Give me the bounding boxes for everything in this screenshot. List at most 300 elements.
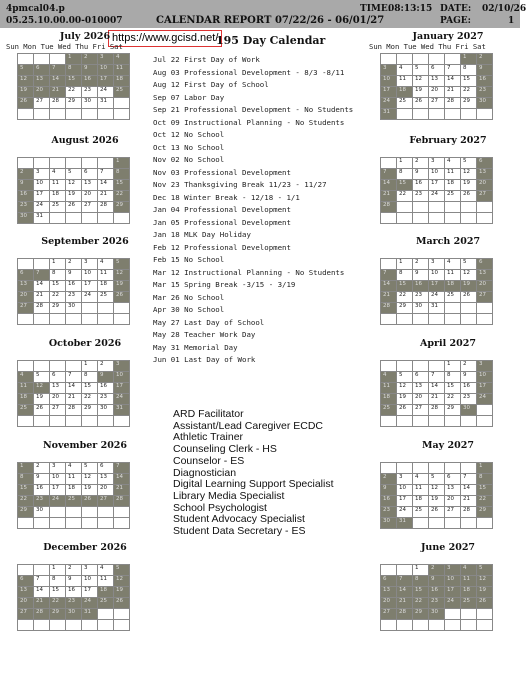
day-cell: 24: [50, 496, 66, 507]
empty-cell: [381, 565, 397, 576]
day-cell: 17: [477, 383, 493, 394]
day-cell: 7: [397, 576, 413, 587]
empty-cell: [66, 416, 82, 427]
day-cell: 16: [98, 383, 114, 394]
day-cell: 28: [34, 303, 50, 314]
empty-cell: [429, 314, 445, 325]
day-cell: 16: [381, 496, 397, 507]
day-cell: 31: [429, 303, 445, 314]
report-title: CALENDAR REPORT 07/22/26 - 06/01/27: [156, 15, 385, 26]
day-cell: 16: [34, 485, 50, 496]
day-cell: 23: [413, 292, 429, 303]
role-item: Counseling Clerk - HS: [173, 443, 277, 456]
day-cell: 30: [461, 405, 477, 416]
empty-cell: [34, 361, 50, 372]
day-cell: 28: [397, 609, 413, 620]
day-cell: 25: [98, 292, 114, 303]
day-cell: 2: [413, 158, 429, 169]
day-cell: 23: [18, 202, 34, 213]
empty-cell: [413, 416, 429, 427]
event-item: Feb 15 No School: [153, 255, 225, 264]
empty-cell: [114, 518, 130, 529]
day-cell: 15: [397, 180, 413, 191]
day-cell: 5: [413, 65, 429, 76]
empty-cell: [114, 303, 130, 314]
empty-cell: [397, 620, 413, 631]
month-grid: [17, 258, 130, 325]
empty-cell: [18, 416, 34, 427]
date-value: 02/10/26: [482, 4, 526, 14]
empty-cell: [82, 518, 98, 529]
day-cell: 16: [429, 587, 445, 598]
calendar-title: 195 Day Calendar: [216, 34, 326, 47]
empty-cell: [98, 609, 114, 620]
day-cell: 27: [413, 405, 429, 416]
day-cell: 5: [82, 463, 98, 474]
day-cell: 19: [114, 281, 130, 292]
day-cell: 11: [114, 65, 130, 76]
event-item: Mar 12 Instructional Planning - No Students: [153, 267, 345, 277]
day-cell: 21: [397, 598, 413, 609]
day-cell: 9: [98, 372, 114, 383]
day-cell: 14: [98, 180, 114, 191]
event-item: Aug 03 Professional Development - 8/3 -8/11: [153, 67, 345, 77]
empty-cell: [461, 202, 477, 213]
day-cell: 29: [397, 303, 413, 314]
day-cell: 12: [34, 383, 50, 394]
day-cell: 19: [429, 496, 445, 507]
day-cell: 28: [461, 507, 477, 518]
day-cell: 15: [50, 587, 66, 598]
day-cell: 1: [477, 463, 493, 474]
day-cell: 4: [461, 565, 477, 576]
event-item: May 27 Last Day of School: [153, 317, 265, 327]
day-cell: 3: [429, 158, 445, 169]
empty-cell: [429, 54, 445, 65]
day-cell: 25: [445, 292, 461, 303]
day-cell: 14: [34, 587, 50, 598]
day-cell: 6: [413, 372, 429, 383]
day-cell: 18: [397, 87, 413, 98]
event-item: May 28 Teacher Work Day: [153, 330, 256, 339]
day-cell: 7: [381, 270, 397, 281]
empty-cell: [445, 463, 461, 474]
empty-cell: [66, 620, 82, 631]
day-cell: 12: [114, 270, 130, 281]
day-cell: 25: [381, 405, 397, 416]
empty-cell: [66, 361, 82, 372]
empty-cell: [114, 609, 130, 620]
day-cell: 27: [82, 202, 98, 213]
empty-cell: [98, 158, 114, 169]
day-cell: 5: [114, 259, 130, 270]
empty-cell: [98, 416, 114, 427]
day-cell: 4: [413, 474, 429, 485]
month-title: August 2026: [51, 135, 119, 146]
empty-cell: [461, 620, 477, 631]
day-cell: 19: [82, 485, 98, 496]
day-cell: 29: [18, 507, 34, 518]
day-cell: 18: [381, 394, 397, 405]
empty-cell: [114, 620, 130, 631]
day-cell: 8: [413, 576, 429, 587]
empty-cell: [429, 518, 445, 529]
day-cell: 17: [114, 383, 130, 394]
day-cell: 30: [34, 507, 50, 518]
day-cell: 17: [381, 87, 397, 98]
day-cell: 26: [413, 98, 429, 109]
day-cell: 20: [18, 292, 34, 303]
day-cell: 22: [397, 292, 413, 303]
day-cell: 22: [66, 87, 82, 98]
month-title: July 2026: [59, 31, 111, 42]
day-cell: 1: [461, 54, 477, 65]
month-grid: [380, 360, 493, 427]
day-cell: 3: [445, 565, 461, 576]
day-cell: 12: [429, 485, 445, 496]
month-grid: [380, 157, 493, 224]
empty-cell: [50, 507, 66, 518]
day-cell: 17: [34, 191, 50, 202]
empty-cell: [82, 303, 98, 314]
day-cell: 19: [18, 87, 34, 98]
day-cell: 5: [397, 372, 413, 383]
day-cell: 10: [82, 576, 98, 587]
day-cell: 3: [82, 565, 98, 576]
time-value: 08:13:15: [388, 4, 433, 14]
day-cell: 23: [66, 598, 82, 609]
day-cell: 7: [381, 169, 397, 180]
day-cell: 13: [429, 76, 445, 87]
day-cell: 11: [50, 180, 66, 191]
day-cell: 6: [82, 169, 98, 180]
month-title: June 2027: [420, 542, 476, 553]
month-grid: [17, 360, 130, 427]
empty-cell: [413, 518, 429, 529]
day-cell: 14: [50, 76, 66, 87]
day-cell: 7: [34, 576, 50, 587]
day-cell: 21: [66, 394, 82, 405]
empty-cell: [98, 518, 114, 529]
empty-cell: [66, 109, 82, 120]
day-cell: 18: [98, 587, 114, 598]
empty-cell: [445, 518, 461, 529]
day-cell: 27: [477, 292, 493, 303]
day-cell: 3: [82, 259, 98, 270]
month-title: January 2027: [412, 31, 484, 42]
day-cell: 1: [50, 565, 66, 576]
day-cell: 18: [18, 394, 34, 405]
event-item: Mar 26 No School: [153, 292, 225, 302]
day-cell: 25: [397, 98, 413, 109]
day-cell: 21: [98, 191, 114, 202]
report-code: 05.25.10.00.00-010007: [6, 16, 123, 26]
day-cell: 31: [397, 518, 413, 529]
empty-cell: [50, 361, 66, 372]
empty-cell: [381, 54, 397, 65]
day-cell: 4: [381, 372, 397, 383]
day-cell: 24: [114, 394, 130, 405]
role-item: Student Data Secretary - ES: [173, 525, 306, 538]
day-cell: 8: [461, 65, 477, 76]
day-cell: 2: [18, 169, 34, 180]
day-cell: 10: [445, 576, 461, 587]
day-cell: 26: [66, 202, 82, 213]
empty-cell: [114, 109, 130, 120]
empty-cell: [445, 416, 461, 427]
day-cell: 1: [114, 158, 130, 169]
day-cell: 31: [34, 213, 50, 224]
day-cell: 22: [461, 87, 477, 98]
day-cell: 26: [477, 598, 493, 609]
month-grid: [380, 462, 493, 529]
role-item: Diagnostician: [173, 466, 237, 479]
empty-cell: [34, 620, 50, 631]
day-cell: 22: [50, 598, 66, 609]
district-url[interactable]: https://www.gcisd.net/: [108, 30, 222, 47]
day-cell: 5: [461, 158, 477, 169]
day-cell: 14: [397, 587, 413, 598]
day-cell: 7: [461, 474, 477, 485]
day-cell: 18: [66, 485, 82, 496]
day-cell: 27: [50, 405, 66, 416]
day-cell: 10: [34, 180, 50, 191]
day-cell: 29: [445, 405, 461, 416]
empty-cell: [381, 158, 397, 169]
empty-cell: [429, 213, 445, 224]
day-cell: 12: [461, 270, 477, 281]
day-cell: 1: [413, 565, 429, 576]
day-cell: 9: [413, 270, 429, 281]
weekday-header: Sun Mon Tue Wed Thu Fri Sat: [369, 42, 486, 51]
day-cell: 6: [445, 474, 461, 485]
empty-cell: [98, 314, 114, 325]
empty-cell: [397, 416, 413, 427]
day-cell: 13: [381, 587, 397, 598]
empty-cell: [413, 361, 429, 372]
empty-cell: [477, 620, 493, 631]
day-cell: 7: [50, 65, 66, 76]
day-cell: 26: [397, 405, 413, 416]
empty-cell: [445, 303, 461, 314]
empty-cell: [18, 361, 34, 372]
day-cell: 22: [82, 394, 98, 405]
day-cell: 18: [50, 191, 66, 202]
day-cell: 5: [461, 259, 477, 270]
day-cell: 15: [397, 281, 413, 292]
empty-cell: [381, 213, 397, 224]
day-cell: 21: [34, 292, 50, 303]
time-label: TIME:: [360, 4, 392, 14]
event-item: Jan 04 Professional Development: [153, 205, 291, 214]
event-item: Apr 30 No School: [153, 305, 225, 314]
day-cell: 23: [82, 87, 98, 98]
empty-cell: [477, 416, 493, 427]
empty-cell: [477, 518, 493, 529]
page-number: 1: [508, 16, 515, 26]
empty-cell: [461, 416, 477, 427]
day-cell: 14: [429, 383, 445, 394]
day-cell: 12: [461, 169, 477, 180]
day-cell: 27: [18, 303, 34, 314]
empty-cell: [98, 620, 114, 631]
day-cell: 25: [50, 202, 66, 213]
day-cell: 27: [34, 98, 50, 109]
day-cell: 14: [461, 485, 477, 496]
empty-cell: [98, 507, 114, 518]
empty-cell: [445, 54, 461, 65]
empty-cell: [461, 213, 477, 224]
day-cell: 20: [98, 485, 114, 496]
event-item: Oct 12 No School: [153, 130, 225, 139]
empty-cell: [413, 314, 429, 325]
day-cell: 27: [18, 609, 34, 620]
day-cell: 29: [461, 98, 477, 109]
day-cell: 22: [397, 191, 413, 202]
day-cell: 2: [66, 259, 82, 270]
day-cell: 4: [397, 65, 413, 76]
day-cell: 3: [50, 463, 66, 474]
day-cell: 16: [477, 76, 493, 87]
month-title: December 2026: [43, 542, 127, 553]
day-cell: 23: [381, 507, 397, 518]
day-cell: 7: [34, 270, 50, 281]
day-cell: 24: [429, 191, 445, 202]
day-cell: 1: [66, 54, 82, 65]
empty-cell: [34, 259, 50, 270]
day-cell: 30: [477, 98, 493, 109]
empty-cell: [50, 518, 66, 529]
event-item: Sep 21 Professional Development - No Students: [153, 105, 354, 114]
day-cell: 3: [34, 169, 50, 180]
empty-cell: [82, 109, 98, 120]
day-cell: 22: [477, 496, 493, 507]
day-cell: 11: [461, 576, 477, 587]
day-cell: 20: [381, 598, 397, 609]
day-cell: 17: [429, 281, 445, 292]
day-cell: 14: [445, 76, 461, 87]
day-cell: 16: [413, 180, 429, 191]
day-cell: 20: [429, 87, 445, 98]
day-cell: 22: [50, 292, 66, 303]
event-item: Jun 01 Last Day of Work: [153, 355, 256, 364]
month-grid: [380, 258, 493, 325]
day-cell: 31: [114, 405, 130, 416]
day-cell: 14: [381, 281, 397, 292]
day-cell: 14: [114, 474, 130, 485]
day-cell: 11: [98, 576, 114, 587]
day-cell: 30: [18, 213, 34, 224]
day-cell: 2: [477, 54, 493, 65]
day-cell: 6: [477, 259, 493, 270]
day-cell: 5: [34, 372, 50, 383]
month-title: November 2026: [42, 440, 128, 451]
day-cell: 17: [82, 587, 98, 598]
day-cell: 7: [98, 169, 114, 180]
day-cell: 9: [477, 65, 493, 76]
day-cell: 16: [18, 191, 34, 202]
empty-cell: [429, 463, 445, 474]
empty-cell: [50, 314, 66, 325]
empty-cell: [50, 213, 66, 224]
date-label: DATE:: [440, 4, 472, 14]
empty-cell: [50, 158, 66, 169]
day-cell: 9: [381, 485, 397, 496]
empty-cell: [66, 314, 82, 325]
day-cell: 2: [34, 463, 50, 474]
day-cell: 1: [82, 361, 98, 372]
empty-cell: [381, 463, 397, 474]
day-cell: 6: [98, 463, 114, 474]
day-cell: 19: [477, 587, 493, 598]
day-cell: 10: [397, 485, 413, 496]
empty-cell: [34, 416, 50, 427]
day-cell: 22: [445, 394, 461, 405]
day-cell: 19: [461, 180, 477, 191]
day-cell: 1: [18, 463, 34, 474]
day-cell: 2: [429, 565, 445, 576]
day-cell: 21: [461, 496, 477, 507]
day-cell: 29: [413, 609, 429, 620]
day-cell: 12: [397, 383, 413, 394]
day-cell: 19: [461, 281, 477, 292]
day-cell: 9: [34, 474, 50, 485]
day-cell: 15: [50, 281, 66, 292]
day-cell: 24: [82, 292, 98, 303]
weekday-header: Sun Mon Tue Wed Thu Fri Sat: [6, 42, 123, 51]
event-item: Dec 18 Winter Break - 12/18 - 1/1: [153, 192, 300, 202]
day-cell: 13: [18, 281, 34, 292]
day-cell: 2: [82, 54, 98, 65]
day-cell: 28: [114, 496, 130, 507]
day-cell: 8: [50, 576, 66, 587]
day-cell: 4: [445, 259, 461, 270]
day-cell: 15: [66, 76, 82, 87]
day-cell: 15: [18, 485, 34, 496]
day-cell: 7: [66, 372, 82, 383]
program-name: 4pmcal04.p: [6, 4, 65, 14]
empty-cell: [397, 54, 413, 65]
page-label: PAGE:: [440, 16, 471, 26]
empty-cell: [461, 314, 477, 325]
day-cell: 25: [18, 405, 34, 416]
role-item: ARD Facilitator: [173, 408, 244, 420]
day-cell: 21: [381, 292, 397, 303]
empty-cell: [114, 98, 130, 109]
day-cell: 9: [18, 180, 34, 191]
day-cell: 25: [413, 507, 429, 518]
day-cell: 7: [114, 463, 130, 474]
day-cell: 6: [429, 65, 445, 76]
empty-cell: [18, 314, 34, 325]
empty-cell: [413, 109, 429, 120]
day-cell: 10: [50, 474, 66, 485]
month-grid: [380, 53, 493, 120]
day-cell: 12: [477, 576, 493, 587]
day-cell: 13: [477, 169, 493, 180]
empty-cell: [397, 463, 413, 474]
day-cell: 28: [445, 98, 461, 109]
day-cell: 3: [477, 361, 493, 372]
day-cell: 10: [82, 270, 98, 281]
empty-cell: [413, 620, 429, 631]
event-item: Feb 12 Professional Development: [153, 242, 291, 252]
role-item: Counselor - ES: [173, 454, 245, 467]
day-cell: 9: [461, 372, 477, 383]
empty-cell: [381, 314, 397, 325]
month-title: February 2027: [409, 135, 487, 146]
empty-cell: [66, 507, 82, 518]
